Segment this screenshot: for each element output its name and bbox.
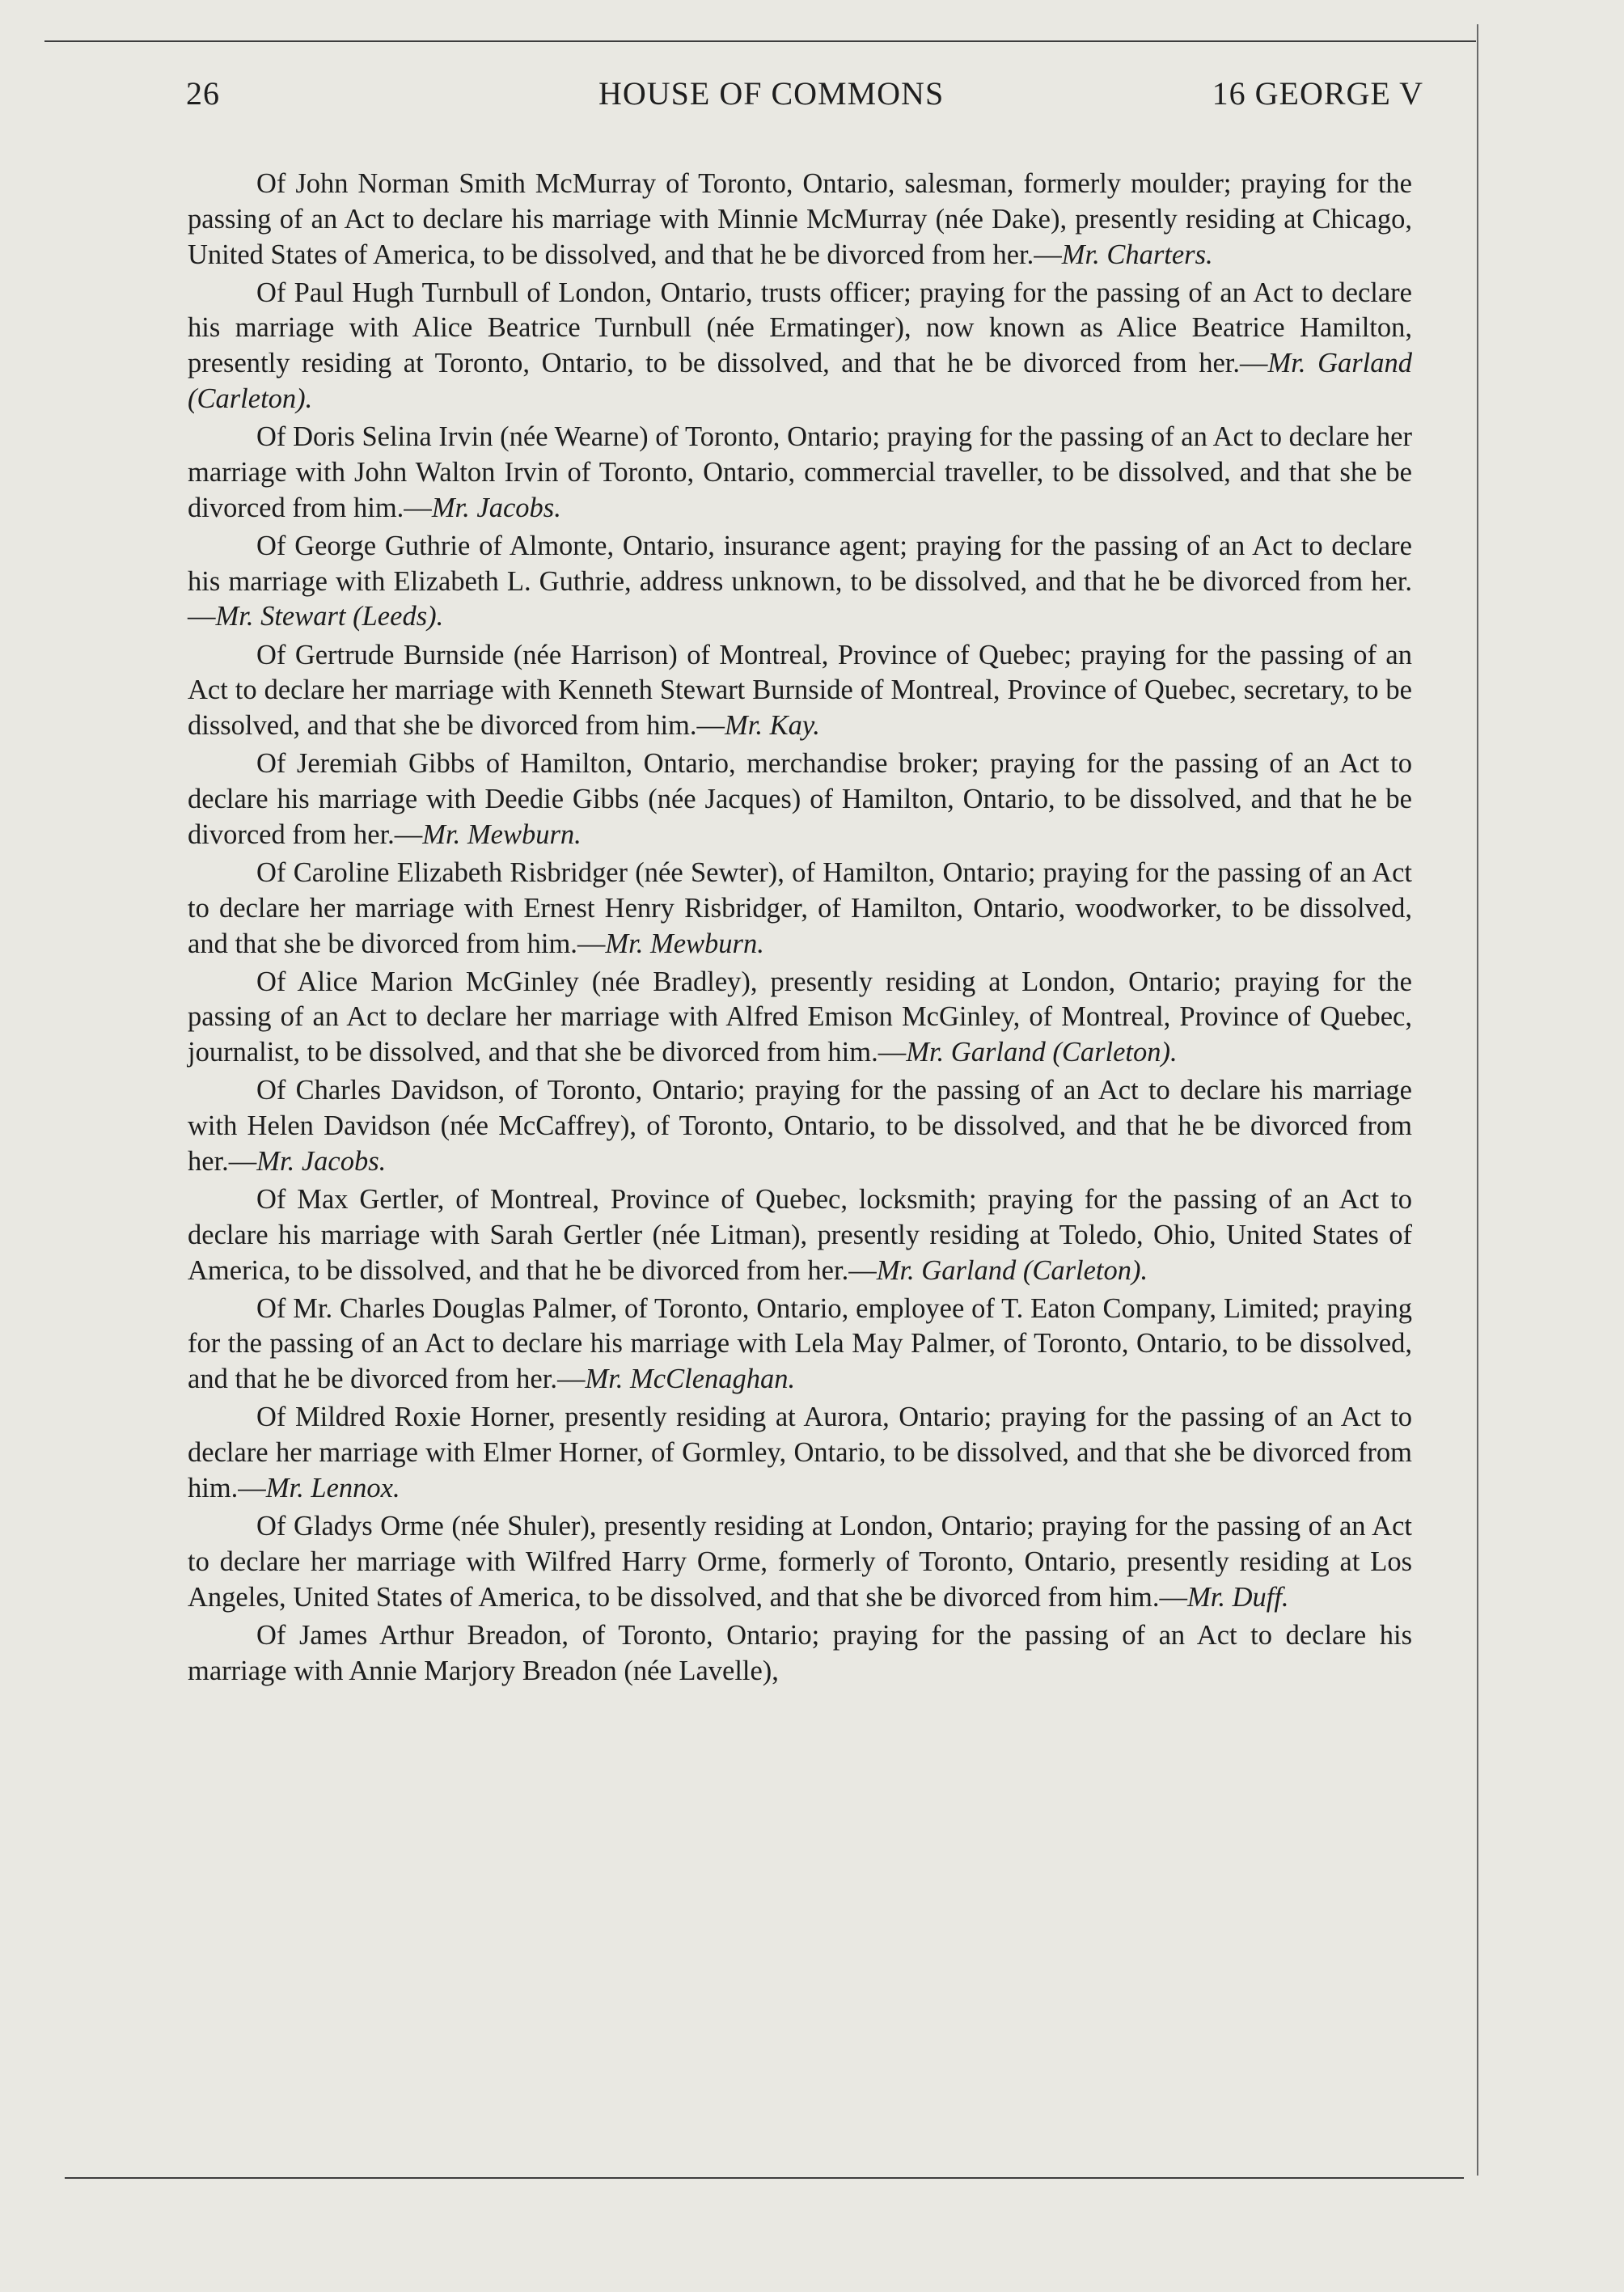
petition-text: Of Max Gertler, of Montreal, Province of Quebec, locksmith; praying for the passing of an Act to declare his marriage with Sarah Gertler (née Litman), presently residing at Toledo, Ohio, United States of America, to be dissolved, and that he be divorced from her.—	[188, 1183, 1412, 1286]
petition-list	[188, 167, 1412, 1692]
petition-mover: Mr. Jacobs.	[431, 492, 561, 523]
petition-text: Of George Guthrie of Almonte, Ontario, insurance agent; praying for the passing of an Act to declare his marriage with Elizabeth L. Guthrie, address unknown, to be dissolved, and that he be divorced from her.—	[188, 530, 1412, 632]
petition-text: Of Mildred Roxie Horner, presently residing at Aurora, Ontario; praying for the passing of an Act to declare her marriage with Elmer Horner, of Gormley, Ontario, to be dissolved, and that she be divorced from him.—	[188, 1402, 1412, 1503]
petition-entry	[188, 746, 1412, 852]
petition-entry	[188, 529, 1412, 635]
petition-entry	[188, 167, 1412, 273]
page-number: 26	[186, 75, 220, 112]
petition-mover: Mr. Jacobs.	[256, 1145, 387, 1177]
petition-mover: Mr. Mewburn.	[605, 928, 764, 959]
petition-text: Of Paul Hugh Turnbull of London, Ontario, trusts officer; praying for the passing of an Act to declare his marriage with Alice Beatrice Turnbull (née Ermatinger), now known as Alice Beatrice Hamilton, presently residing at Toronto, Ontario, to be dissolved, and that he be divorced from her.—	[188, 277, 1412, 379]
petition-entry	[188, 1073, 1412, 1179]
petition-text: Of Jeremiah Gibbs of Hamilton, Ontario, merchandise broker; praying for the passing of an Act to declare his marriage with Deedie Gibbs (née Jacques) of Hamilton, Ontario, to be dissolved, and that he be divorced from her.—	[188, 748, 1412, 850]
petition-entry	[188, 856, 1412, 962]
top-rule	[44, 40, 1476, 42]
petition-mover: Mr. Garland (Carleton).	[188, 348, 1412, 415]
petition-text: Of Alice Marion McGinley (née Bradley), presently residing at London, Ontario; praying for the passing of an Act to declare her marriage with Alfred Emison McGinley, of Montreal, Province of Quebec, journalist, to be dissolved, and that she be divorced from him.—	[188, 966, 1412, 1068]
petition-entry	[188, 276, 1412, 417]
petition-entry	[188, 1182, 1412, 1288]
petition-entry	[188, 638, 1412, 744]
petition-text: Of John Norman Smith McMurray of Toronto, Ontario, salesman, formerly moulder; praying for the passing of an Act to declare his marriage with Minnie McMurray (née Dake), presently residing at Chicago, United States of America, to be dissolved, and that he be divorced from her.—	[188, 168, 1412, 270]
running-title: HOUSE OF COMMONS	[598, 75, 945, 112]
petition-text: Of Gertrude Burnside (née Harrison) of Montreal, Province of Quebec; praying for the passing of an Act to declare her marriage with Kenneth Stewart Burnside of Montreal, Province of Quebec, secretary, to be dissolved, and that she be divorced from him.—	[188, 639, 1412, 742]
petition-mover: Mr. Lennox.	[265, 1472, 400, 1503]
petition-mover: Mr. Duff.	[1186, 1581, 1289, 1613]
petition-mover: Mr. Charters.	[1061, 239, 1213, 270]
petition-mover: Mr. Garland (Carleton).	[906, 1037, 1178, 1068]
petition-entry	[188, 1618, 1412, 1689]
petition-mover: Mr. Stewart (Leeds).	[215, 601, 444, 632]
petition-text: Of Caroline Elizabeth Risbridger (née Sewter), of Hamilton, Ontario; praying for the passing of an Act to declare her marriage with Ernest Henry Risbridger, of Hamilton, Ontario, woodworker, to be dissolved, and that she be divorced from him.—	[188, 856, 1412, 959]
petition-entry	[188, 1292, 1412, 1398]
petition-text: Of James Arthur Breadon, of Toronto, Ontario; praying for the passing of an Act to declare his marriage with Annie Marjory Breadon (née Lavelle),	[188, 1619, 1412, 1686]
petition-text: Of Charles Davidson, of Toronto, Ontario; praying for the passing of an Act to declare his marriage with Helen Davidson (née McCaffrey), of Toronto, Ontario, to be dissolved, and that he be divorced from her.—	[188, 1075, 1412, 1177]
petition-entry	[188, 1509, 1412, 1615]
running-header	[186, 74, 1423, 115]
bottom-rule	[65, 2177, 1464, 2179]
petition-mover: Mr. Kay.	[725, 710, 820, 742]
petition-entry	[188, 1400, 1412, 1506]
petition-text: Of Doris Selina Irvin (née Wearne) of Toronto, Ontario; praying for the passing of an Act to declare her marriage with John Walton Irvin of Toronto, Ontario, commercial traveller, to be dissolved, and that she be divorced from him.—	[188, 421, 1412, 523]
right-margin-rule	[1477, 24, 1478, 2176]
petition-entry	[188, 965, 1412, 1071]
petition-entry	[188, 420, 1412, 526]
petition-text: Of Gladys Orme (née Shuler), presently residing at London, Ontario; praying for the passing of an Act to declare her marriage with Wilfred Harry Orme, formerly of Toronto, Ontario, presently residing at Los Angeles, United States of America, to be dissolved, and that she be divorced from him.—	[188, 1511, 1412, 1613]
petition-mover: Mr. Garland (Carleton).	[876, 1254, 1148, 1286]
petition-mover: Mr. Mewburn.	[422, 818, 582, 850]
petition-text: Of Mr. Charles Douglas Palmer, of Toronto, Ontario, employee of T. Eaton Company, Limited; praying for the passing of an Act to declare his marriage with Lela May Palmer, of Toronto, Ontario, to be dissolved, and that he be divorced from her.—	[188, 1292, 1412, 1395]
petition-mover: Mr. McClenaghan.	[585, 1364, 796, 1395]
session-label: 16 GEORGE V	[1212, 75, 1423, 112]
